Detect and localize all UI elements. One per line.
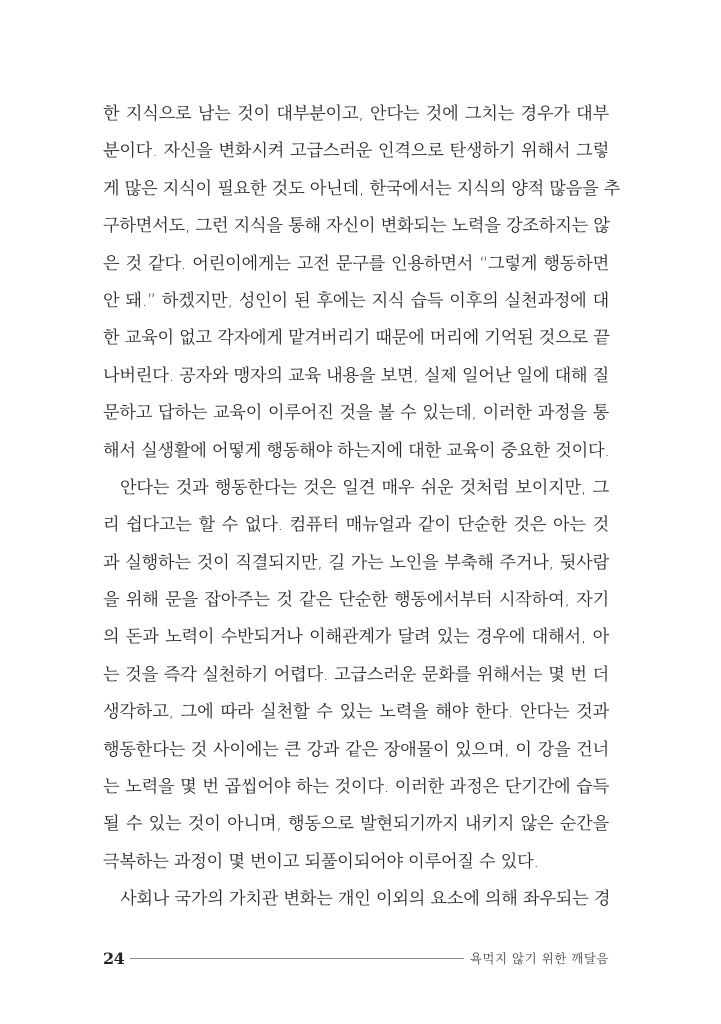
text-line: 게 많은 지식이 필요한 것도 아닌데, 한국에서는 지식의 양적 많음을 추 [103, 178, 621, 199]
text-line: 생각하고, 그에 따라 실천할 수 있는 노력을 해야 한다. 안다는 것과 [103, 702, 609, 723]
text-line: 는 노력을 몇 번 곱씹어야 하는 것이다. 이러한 과정은 단기간에 습득 [103, 777, 609, 798]
text-line: 해서 실생활에 어떻게 행동해야 하는지에 대한 교육이 중요한 것이다. [103, 440, 610, 461]
page-footer [103, 946, 609, 970]
text-line: 안 돼.” 하겠지만, 성인이 된 후에는 지식 습득 이후의 실천과정에 대 [103, 290, 609, 311]
text-line: 의 돈과 노력이 수반되거나 이해관계가 달려 있는 경우에 대해서, 아 [103, 627, 609, 648]
text-line: 구하면서도, 그런 지식을 통해 자신이 변화되는 노력을 강조하지는 않 [103, 216, 610, 237]
running-title: 욕먹지 않기 위한 깨달음 [469, 951, 609, 966]
text-line: 안다는 것과 행동한다는 것은 일견 매우 쉬운 것처럼 보이지만, 그 [120, 477, 609, 498]
text-line: 한 교육이 없고 각자에게 맡겨버리기 때문에 머리에 기억된 것으로 끝 [103, 328, 610, 349]
text-line: 을 위해 문을 잡아주는 것 같은 단순한 행동에서부터 시작하여, 자기 [103, 590, 609, 611]
footer-divider [130, 958, 464, 959]
text-line: 사회나 국가의 가치관 변화는 개인 이외의 요소에 의해 좌우되는 경 [120, 889, 611, 910]
page-number: 24 [103, 948, 125, 968]
text-line: 행동한다는 것 사이에는 큰 강과 같은 장애물이 있으며, 이 강을 건너 [103, 739, 609, 760]
text-line: 리 쉽다고는 할 수 없다. 컴퓨터 매뉴얼과 같이 단순한 것은 아는 것 [103, 515, 609, 536]
text-line: 는 것을 즉각 실천하기 어렵다. 고급스러운 문화를 위해서는 몇 번 더 [103, 664, 609, 685]
body-text [103, 96, 621, 919]
text-line: 나버린다. 공자와 맹자의 교육 내용을 보면, 실제 일어난 일에 대해 질 [103, 365, 610, 386]
text-line: 극복하는 과정이 몇 번이고 되풀이되어야 이루어질 수 있다. [103, 851, 539, 872]
text-line: 은 것 같다. 어린이에게는 고전 문구를 인용하면서 “그렇게 행동하면 [103, 253, 609, 274]
text-line: 분이다. 자신을 변화시켜 고급스러운 인격으로 탄생하기 위해서 그렇 [103, 141, 609, 162]
text-line: 한 지식으로 남는 것이 대부분이고, 안다는 것에 그치는 경우가 대부 [103, 104, 609, 124]
text-line: 될 수 있는 것이 아니며, 행동으로 발현되기까지 내키지 않은 순간을 [103, 814, 609, 835]
text-line: 과 실행하는 것이 직결되지만, 길 가는 노인을 부축해 주거나, 뒷사람 [103, 552, 609, 573]
text-line: 문하고 답하는 교육이 이루어진 것을 볼 수 있는데, 이러한 과정을 통 [103, 403, 609, 424]
